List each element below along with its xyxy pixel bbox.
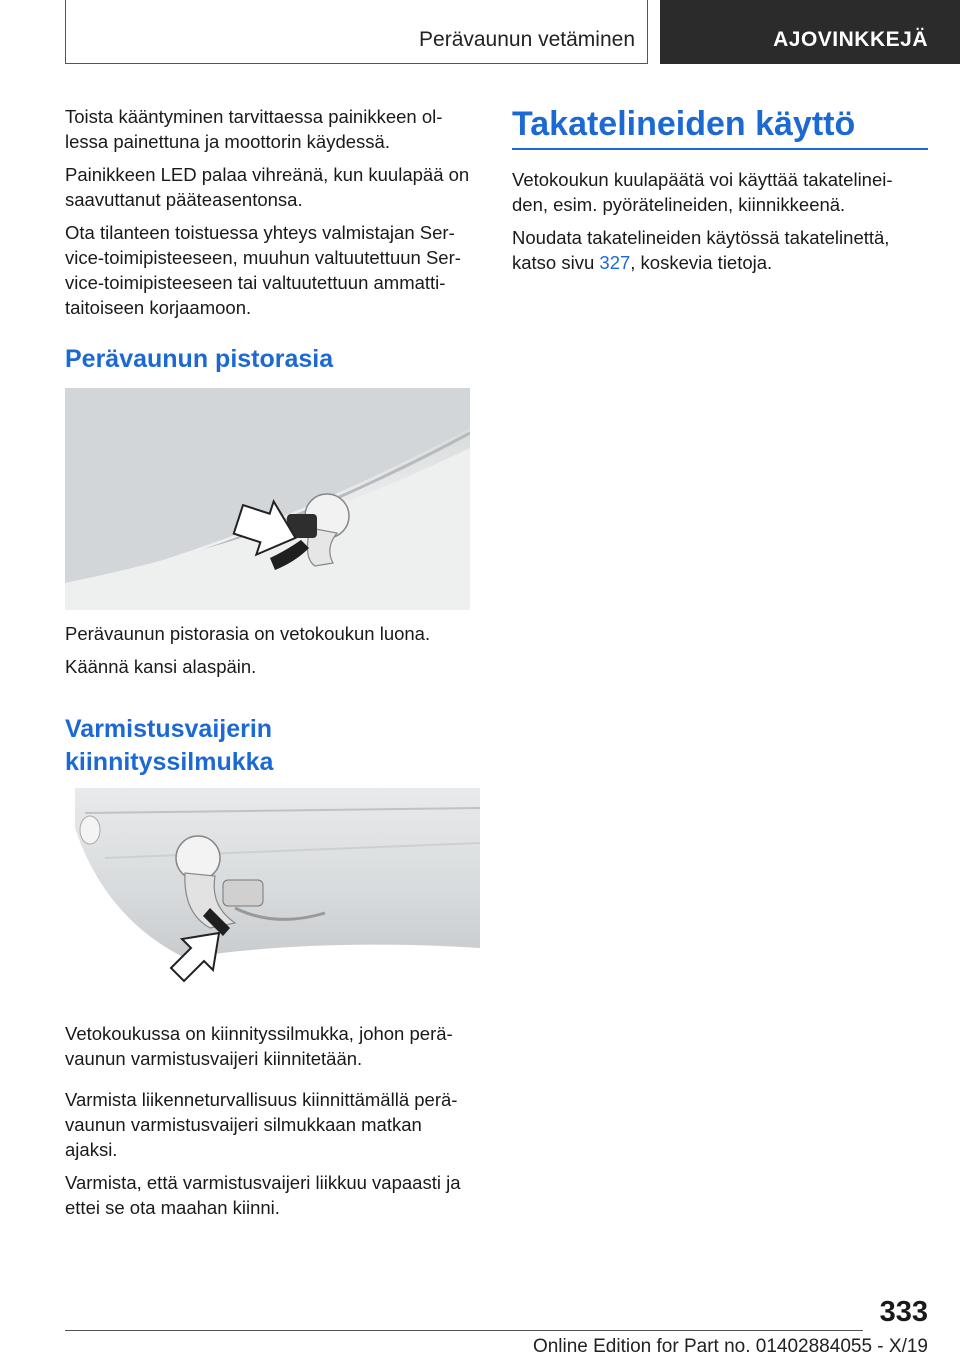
header-section-box: [65, 0, 648, 64]
eyelet-heading: [65, 713, 273, 779]
eyelet-paragraph-3: Varmista, että varmistusvaijeri liikkuu vapaasti ja ettei se ota maahan kiinni.: [65, 1172, 461, 1218]
eyelet-paragraph-2: Varmista liikenneturvallisuus kiinnittämällä perävaunun varmistusvaijeri silmukkaan matkan ajaksi.: [65, 1089, 458, 1160]
socket-paragraph-2: Käännä kansi alaspäin.: [65, 656, 257, 677]
heading-rule: [512, 148, 928, 150]
eyelet-paragraph-1: Vetokoukussa on kiinnityssilmukka, johon perävaunun varmistusvaijeri kiinnitetään.: [65, 1023, 453, 1069]
safety-eyelet-illustration: [65, 788, 480, 988]
socket-paragraph-1: Perävaunun pistorasia on vetokoukun luona.: [65, 623, 431, 644]
intro-paragraph-2: Painikkeen LED palaa vihreänä, kun kuulapää on saavuttanut pääteasentonsa.: [65, 164, 470, 210]
footer-rule: [65, 1330, 863, 1331]
rack-paragraph-2-text: Noudata takatelineiden käytössä takatelinettä, katso sivu: [512, 227, 890, 273]
rack-paragraph-2-end: , koskevia tietoja.: [630, 252, 773, 273]
header-section-title: Perävaunun vetäminen: [419, 28, 635, 51]
eyelet-heading-line-1: Varmistusvaijerin: [65, 715, 273, 743]
header-chapter-title: AJOVINKKEJÄ: [773, 28, 928, 51]
page-number: 333: [879, 1296, 928, 1328]
intro-paragraph-3: Ota tilanteen toistuessa yhteys valmistajan Service-toimipisteeseen, muuhun valtuutettuun Service-toimipisteeseen tai valtuutettuun ammattitaitoiseen korjaamoon.: [65, 222, 461, 318]
socket-heading: Perävaunun pistorasia: [65, 345, 334, 373]
right-column: [512, 104, 928, 150]
rack-paragraph-1: Vetokoukun kuulapäätä voi käyttää takatelineiden, esim. pyörätelineiden, kiinnikkeenä.: [512, 169, 893, 215]
footer-edition: Online Edition for Part no. 01402884055 - X/19: [532, 1336, 928, 1357]
rack-text: [512, 167, 912, 283]
eyelet-text: [65, 1021, 475, 1228]
socket-text: [65, 621, 475, 687]
eyelet-heading-line-2: kiinnityssilmukka: [65, 748, 274, 776]
header-chapter-tab: [660, 0, 960, 64]
trailer-socket-illustration: [65, 388, 470, 610]
rack-paragraph-2: [512, 225, 912, 275]
left-column: [65, 104, 475, 328]
page-reference-link[interactable]: 327: [599, 252, 631, 273]
intro-paragraph-1: Toista kääntyminen tarvittaessa painikkeen ollessa painettuna ja moottorin käydessä.: [65, 106, 443, 152]
rack-heading: Takatelineiden käyttö: [512, 105, 856, 143]
